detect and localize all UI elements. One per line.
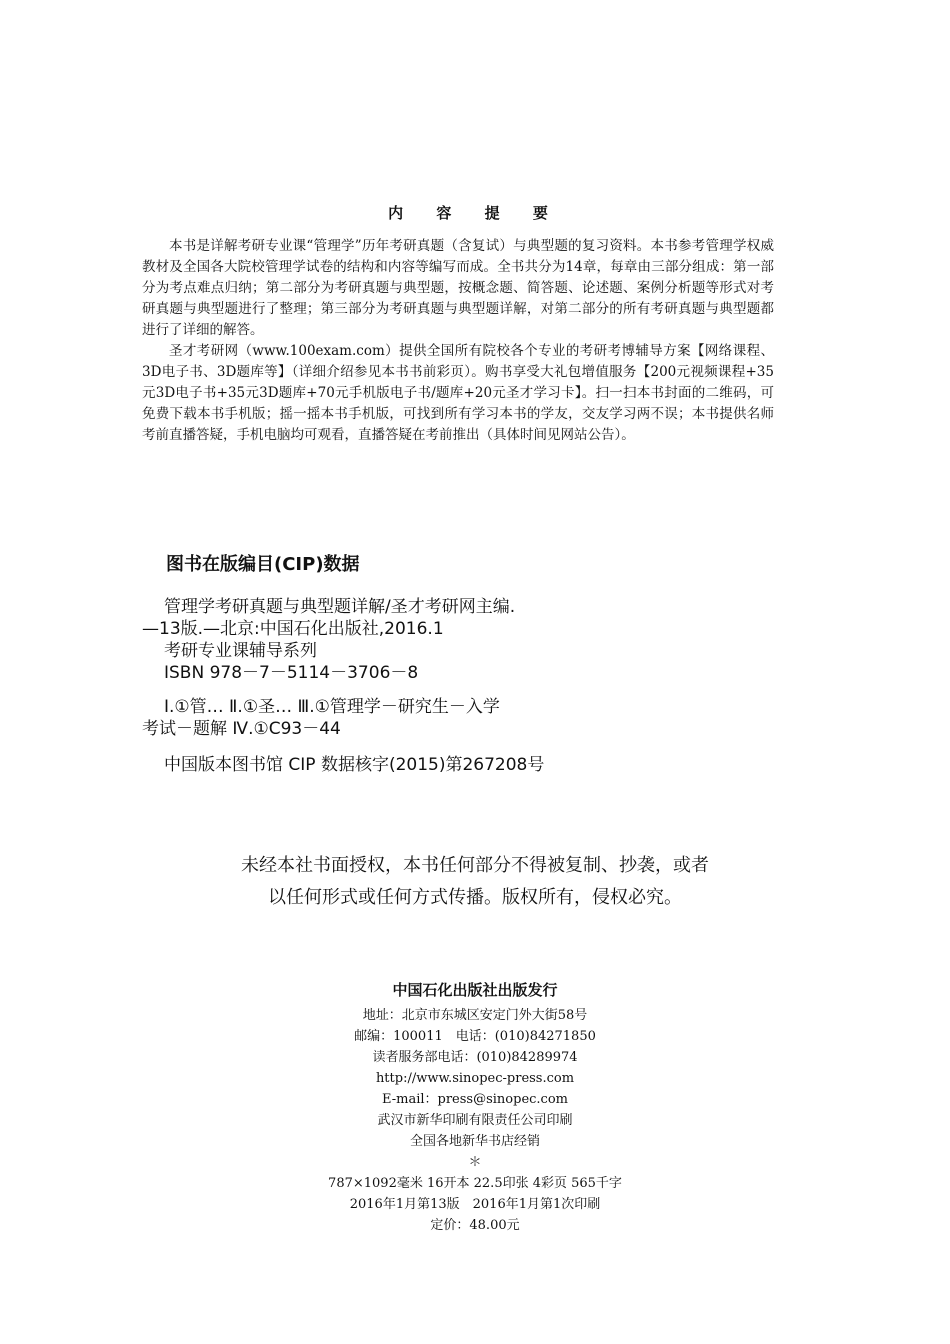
publisher-price: 定价：48.00元 bbox=[430, 1218, 520, 1233]
abstract-paragraph-1: 本书是详解考研专业课“管理学”历年考研真题（含复试）与典型题的复习资料。本书参考管理学权威教材及全国各大院校管理学试卷的结构和内容等编写而成。全书共分为14章，每章由三部分组成：第一部分为考点难点归纳；第二部分为考研真题与典型题，按概念题、简答题、论述题、案例分析题等形式对考研真题与典型题进行了整理；第三部分为考研真题与典型题详解，对第二部分的所有考研真题与典型题都进行了详细的解答。 bbox=[142, 238, 774, 338]
publisher-distributor: 全国各地新华书店经销 bbox=[409, 1134, 540, 1149]
abstract-paragraph-2: 圣才考研网（www.100exam.com）提供全国所有院校各个专业的考研考博辅导方案【网络课程、3D电子书、3D题库等】（详细介绍参见本书书前彩页）。购书享受大礼包增值服务【200元视频课程+35元3D电子书+35元3D题库+70元手机版电子书/题库+20元圣才学习卡】。扫一扫本书封面的二维码，可免费下载本书手机版；摇一摇本书手机版，可找到所有学习本书的学友，交友学习两不误；本书提供名师考前直播答疑，手机电脑均可观看，直播答疑在考前推出（具体时间见网站公告）。 bbox=[142, 343, 774, 443]
copyright-line-2: 以任何形式或任何方式传播。版权所有，侵权必究。 bbox=[268, 887, 682, 908]
publisher-spec: 787×1092毫米 16开本 22.5印张 4彩页 565千字 bbox=[328, 1176, 622, 1191]
cip-title-line: 管理学考研真题与典型题详解/圣才考研网主编. bbox=[164, 597, 516, 617]
abstract-title: 内 容 提 要 bbox=[388, 204, 562, 222]
copyright-line-1: 未经本社书面授权，本书任何部分不得被复制、抄袭，或者 bbox=[241, 855, 709, 876]
publisher-edition: 2016年1月第13版 2016年1月第1次印刷 bbox=[349, 1197, 601, 1212]
cip-record-number: 中国版本图书馆 CIP 数据核字(2015)第267208号 bbox=[164, 755, 545, 775]
publisher-printer: 武汉市新华印刷有限责任公司印刷 bbox=[377, 1113, 573, 1128]
cip-series-line: 考研专业课辅导系列 bbox=[164, 641, 317, 661]
cip-classification-line-2: 考试－题解 Ⅳ.①C93－44 bbox=[142, 719, 341, 739]
publisher-name: 中国石化出版社出版发行 bbox=[392, 981, 558, 999]
publisher-service-phone: 读者服务部电话：(010)84289974 bbox=[372, 1050, 578, 1065]
publisher-address: 地址：北京市东城区安定门外大街58号 bbox=[362, 1008, 588, 1023]
publisher-postcode-phone: 邮编：100011 电话：(010)84271850 bbox=[354, 1029, 596, 1044]
cip-classification-line-1: Ⅰ.①管… Ⅱ.①圣… Ⅲ.①管理学－研究生－入学 bbox=[164, 697, 500, 717]
publisher-separator: ＊ bbox=[468, 1155, 482, 1170]
publisher-email: E-mail：press@sinopec.com bbox=[382, 1092, 568, 1107]
cip-gap bbox=[142, 684, 662, 696]
publisher-info bbox=[0, 980, 950, 1236]
publisher-website: http://www.sinopec-press.com bbox=[375, 1071, 575, 1086]
cip-data bbox=[142, 596, 662, 740]
cip-heading: 图书在版编目(CIP)数据 bbox=[166, 554, 360, 575]
abstract-body bbox=[142, 236, 774, 446]
copyright-notice bbox=[0, 850, 950, 914]
cip-edition-line: —13版.—北京:中国石化出版社,2016.1 bbox=[142, 619, 444, 639]
cip-isbn-line: ISBN 978－7－5114－3706－8 bbox=[164, 663, 419, 683]
